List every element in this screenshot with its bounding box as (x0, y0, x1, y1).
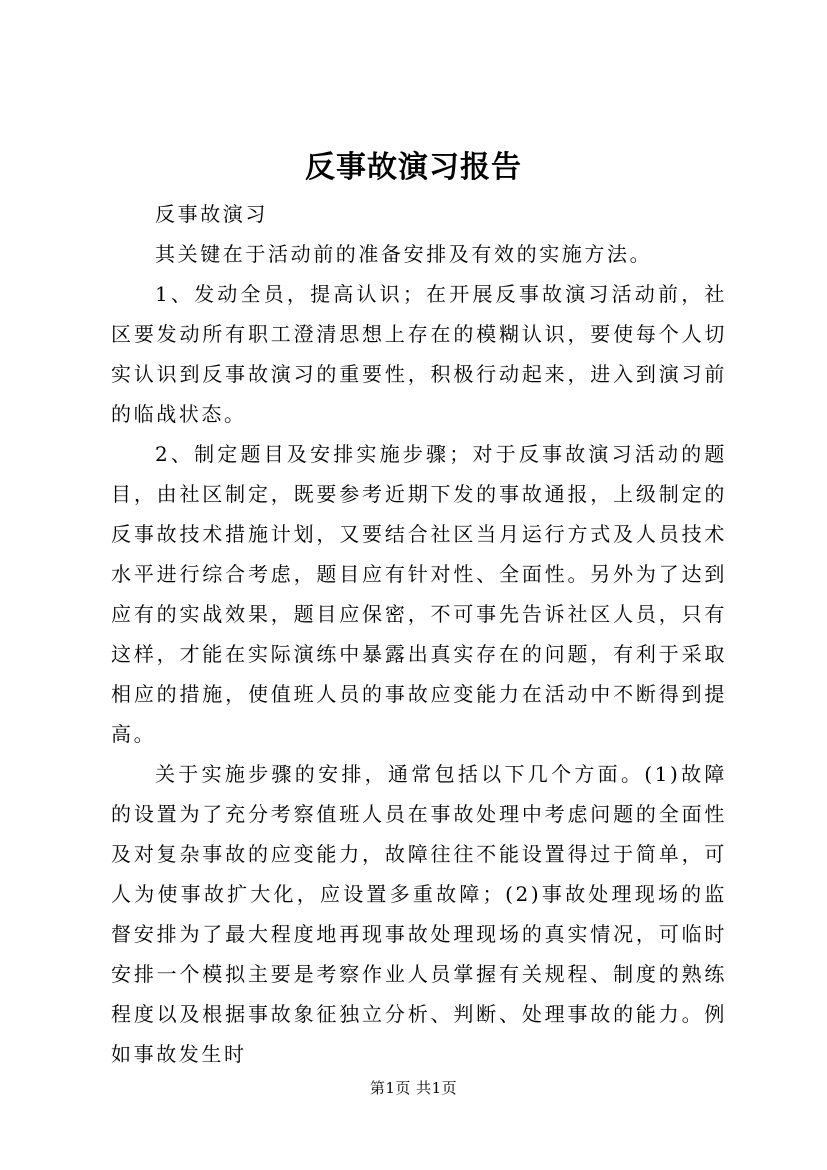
paragraph-step-1: 1、发动全员，提高认识；在开展反事故演习活动前，社区要发动所有职工澄清思想上存在的模糊认识，要使每个人切实认识到反事故演习的重要性，积极行动起来，进入到演习前的临战状态。 (111, 282, 727, 426)
paragraph-intro: 其关键在于活动前的准备安排及有效的实施方法。 (155, 242, 653, 266)
paragraph-subtitle: 反事故演习 (155, 202, 268, 226)
page-footer: 第1页 共1页 (369, 1079, 458, 1097)
document-title: 反事故演习报告 (305, 150, 522, 185)
document-body (111, 194, 727, 1074)
paragraph-step-2: 2、制定题目及安排实施步骤；对于反事故演习活动的题目，由社区制定，既要参考近期下发的事故通报，上级制定的反事故技术措施计划，又要结合社区当月运行方式及人员技术水平进行综合考虑，题目应有针对性、全面性。另外为了达到应有的实战效果，题目应保密，不可事先告诉社区人员，只有这样，才能在实际演练中暴露出真实存在的问题，有利于采取相应的措施，使值班人员的事故应变能力在活动中不断得到提高。 (111, 442, 727, 746)
paragraph-implementation: 关于实施步骤的安排，通常包括以下几个方面。(1)故障的设置为了充分考察值班人员在事故处理中考虑问题的全面性及对复杂事故的应变能力，故障往往不能设置得过于简单，可人为使事故扩大化，应设置多重故障；(2)事故处理现场的监督安排为了最大程度地再现事故处理现场的真实情况，可临时安排一个模拟主要是考察作业人员掌握有关规程、制度的熟练程度以及根据事故象征独立分析、判断、处理事故的能力。例如事故发生时 (111, 762, 727, 1066)
